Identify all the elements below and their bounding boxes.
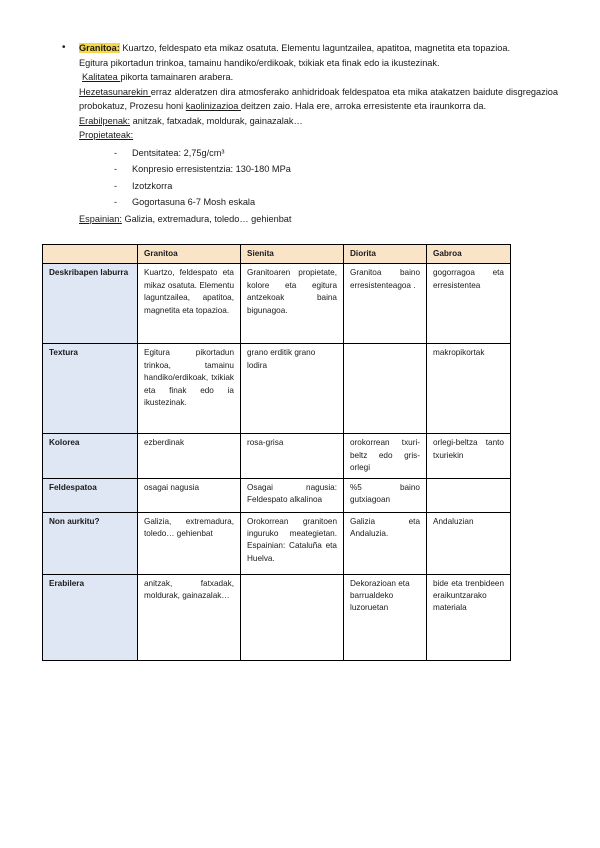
kalitatea-label: Kalitatea xyxy=(82,72,121,82)
table-row xyxy=(43,574,511,660)
hezetasuna-paragraph xyxy=(79,85,558,114)
erabilpenak-text: anitzak, fatxadak, moldurak, gainazalak… xyxy=(130,115,303,126)
table-cell: orokorrean txuri-beltz edo gris-orlegi xyxy=(344,434,427,478)
row-label: Kolorea xyxy=(43,434,138,478)
hezetasuna-text2: deitzen zaio. Hala ere, arroka erresistente eta iraunkorra da. xyxy=(240,101,487,111)
dash-icon: - xyxy=(114,180,118,191)
table-cell: Andaluzian xyxy=(427,512,511,574)
propietateak-label: Propietateak: xyxy=(79,130,134,140)
hezetasuna-label: Hezetasunarekin xyxy=(79,86,151,97)
bullet-icon: • xyxy=(62,42,66,53)
table-cell xyxy=(241,574,344,660)
table-cell: grano erditik grano lodira xyxy=(241,344,344,434)
property-text: Izotzkorra xyxy=(132,180,173,191)
table-cell: osagai nagusia xyxy=(138,478,241,512)
kalitatea-text: pikorta tamainaren arabera. xyxy=(120,72,234,82)
table-cell: Dekorazioan eta barrualdeko luzoruetan xyxy=(344,574,427,660)
row-label: Non aurkitu? xyxy=(43,512,138,574)
erabilpenak-label: Erabilpenak: xyxy=(79,115,131,126)
espainian-label: Espainian: xyxy=(79,213,122,224)
table-row xyxy=(43,512,511,574)
hezetasuna-text1: erraz alderatzen dira atmosferako anhidridoak feldespatoa eta mika atakatzen baidute disgregazioa probokatuz, Prozesu honi xyxy=(79,86,559,111)
table-header-cell: Sienita xyxy=(241,245,344,264)
table-cell: %5 baino gutxiagoan xyxy=(344,478,427,512)
table-header-cell: Gabroa xyxy=(427,245,511,264)
property-item xyxy=(79,145,558,162)
table-cell: Granitoa baino erresistenteagoa . xyxy=(344,264,427,344)
granitoa-label: Granitoa: xyxy=(79,43,120,53)
property-text: Gogortasuna 6-7 Mosh eskala xyxy=(132,197,256,207)
table-cell: makropikortak xyxy=(427,344,511,434)
table-row xyxy=(43,344,511,434)
table-cell: Galizia, extremadura, toledo… gehienbat xyxy=(138,512,241,574)
table-cell xyxy=(427,478,511,512)
espainian-line xyxy=(79,212,558,227)
table-cell: orlegi-beltza tanto txuriekin xyxy=(427,434,511,478)
dash-icon: - xyxy=(114,147,118,158)
row-label: Textura xyxy=(43,344,138,434)
table-header-cell: Diorita xyxy=(344,245,427,264)
table-cell: Orokorrean granitoen inguruko meategietan. Espainian: Cataluña eta Huelva. xyxy=(241,512,344,574)
property-item xyxy=(79,194,558,211)
rock-comparison-table xyxy=(42,244,511,661)
table-cell: Osagai nagusia: Feldespato alkalinoa xyxy=(241,478,344,512)
table-cell xyxy=(344,344,427,434)
table-cell: rosa-grisa xyxy=(241,434,344,478)
table-cell: Egitura pikortadun trinkoa, tamainu handiko/erdikoak, txikiak eta finak edo ia ikustezinak. xyxy=(138,344,241,434)
row-label: Erabilera xyxy=(43,574,138,660)
granitoa-bullet xyxy=(62,41,558,226)
row-label: Deskribapen laburra xyxy=(43,264,138,344)
table-row xyxy=(43,478,511,512)
dash-icon: - xyxy=(114,164,118,174)
table-cell: bide eta trenbideen eraikuntzarako materiala xyxy=(427,574,511,660)
table-cell: Granitoaren propietate, kolore eta egitura antzekoak baina bigunagoa. xyxy=(241,264,344,344)
granitoa-intro xyxy=(79,41,558,56)
property-text: Dentsitatea: 2,75g/cm³ xyxy=(132,147,225,158)
property-text: Konpresio erresistentzia: 130-180 MPa xyxy=(132,164,291,174)
kaolinizazioa-term: kaolinizazioa xyxy=(185,101,241,111)
property-item xyxy=(79,161,558,178)
table-row xyxy=(43,264,511,344)
granitoa-notes xyxy=(62,41,558,226)
erabilpenak-line xyxy=(79,114,558,129)
table-cell: ezberdinak xyxy=(138,434,241,478)
granitoa-line1: Kuartzo, feldespato eta mikaz osatuta. Elementu laguntzailea, apatitoa, magnetita eta topazioa. xyxy=(119,43,511,53)
espainian-text: Galizia, extremadura, toledo… gehienbat xyxy=(121,213,292,224)
row-label: Feldespatoa xyxy=(43,478,138,512)
table-cell: Kuartzo, feldespato eta mikaz osatuta. Elementu laguntzailea, apatitoa, magnetita eta topazioa. xyxy=(138,264,241,344)
table-cell: Galizia eta Andaluzia. xyxy=(344,512,427,574)
kalitatea-line xyxy=(79,70,558,85)
table-header-cell xyxy=(43,245,138,264)
table-cell: gogorragoa eta erresistentea xyxy=(427,264,511,344)
granitoa-line2: Egitura pikortadun trinkoa, tamainu handiko/erdikoak, txikiak eta finak edo ia ikustezinak. xyxy=(79,57,440,68)
properties-list xyxy=(79,145,558,211)
table-row xyxy=(43,434,511,478)
table-header-row xyxy=(43,245,511,264)
table-header-cell: Granitoa xyxy=(138,245,241,264)
dash-icon: - xyxy=(114,197,118,207)
table-cell: anitzak, fatxadak, moldurak, gainazalak… xyxy=(138,574,241,660)
property-item xyxy=(79,178,558,195)
